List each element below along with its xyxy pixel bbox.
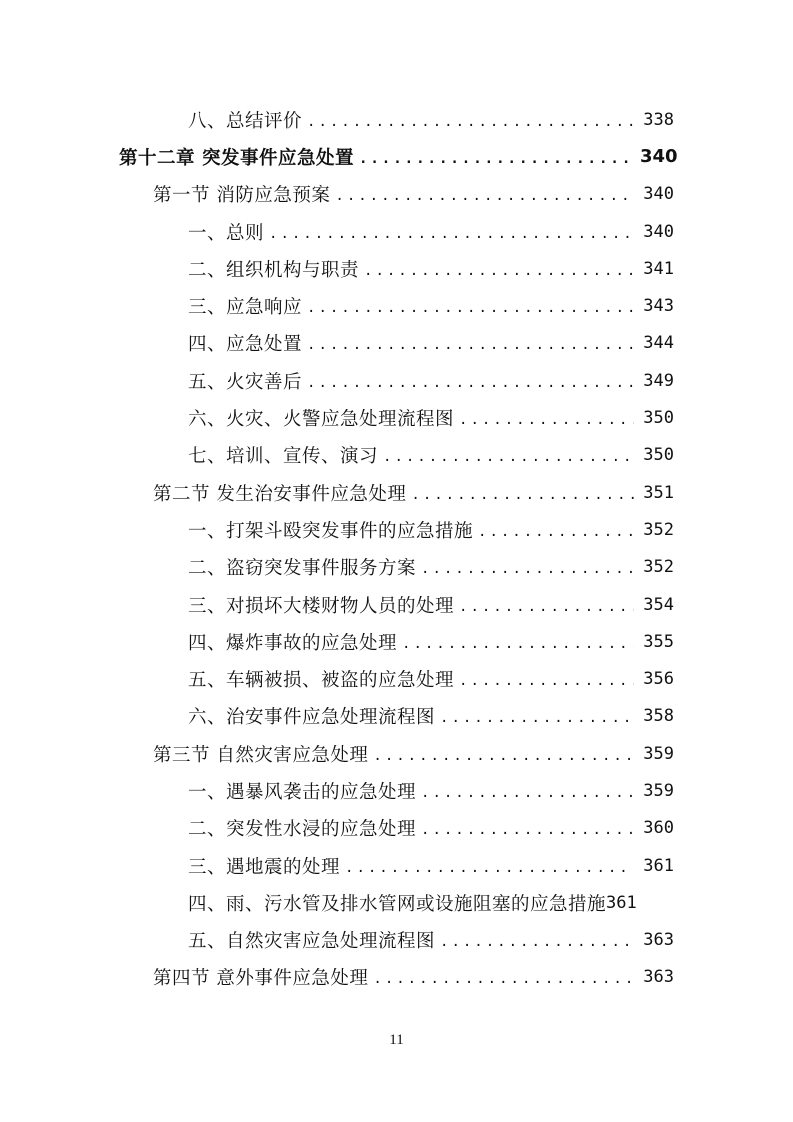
- toc-dot-leader: [307, 300, 634, 316]
- toc-entry-title: 第十二章 突发事件应急处置: [119, 147, 354, 169]
- toc-dot-leader: [307, 114, 634, 130]
- toc-entry-title: 五、自然灾害应急处理流程图: [188, 931, 436, 953]
- toc-entry-page: 344: [643, 333, 674, 354]
- toc-entry-page: 361: [643, 855, 674, 876]
- toc-dot-leader: [478, 524, 634, 540]
- toc-entry: [0, 511, 793, 548]
- toc-dot-leader: [421, 561, 634, 577]
- toc-entry-page: 356: [643, 669, 674, 690]
- toc-entry: [0, 101, 793, 138]
- toc-entry: [0, 735, 793, 772]
- toc-entry-page: 343: [643, 296, 674, 317]
- toc-entry-page: 361: [606, 892, 637, 913]
- toc-entry: [0, 437, 793, 474]
- toc-entry: [0, 362, 793, 399]
- toc-dot-leader: [307, 337, 634, 353]
- toc-entry-page: 340: [640, 146, 678, 168]
- toc-entry: [0, 325, 793, 362]
- toc-entry-title: 三、应急响应: [188, 297, 303, 319]
- toc-entry-page: 340: [643, 221, 674, 242]
- toc-dot-leader: [383, 449, 634, 465]
- toc-entry-page: 352: [643, 557, 674, 578]
- toc-entry-page: 363: [643, 930, 674, 951]
- toc-dot-leader: [402, 636, 634, 652]
- toc-dot-leader: [364, 263, 634, 279]
- toc-entry-title: 一、总则: [188, 222, 265, 244]
- toc-entry-page: 359: [643, 743, 674, 764]
- toc-entry-title: 一、打架斗殴突发事件的应急措施: [188, 520, 474, 542]
- toc-dot-leader: [373, 748, 634, 764]
- toc-entry-title: 五、车辆被损、被盗的应急处理: [188, 670, 455, 692]
- toc-entry-title: 三、遇地震的处理: [188, 856, 341, 878]
- toc-entry-page: 341: [643, 258, 674, 279]
- toc-dot-leader: [269, 226, 634, 242]
- toc-entry: [0, 250, 793, 287]
- page-number: 11: [389, 1032, 404, 1048]
- toc-entry-page: 352: [643, 519, 674, 540]
- toc-entry-page: 350: [643, 445, 674, 466]
- toc-entry: [0, 810, 793, 847]
- toc-entry: [0, 287, 793, 324]
- toc-dot-leader: [421, 785, 634, 801]
- toc-dot-leader: [459, 412, 634, 428]
- toc-entry-title: 第二节 发生治安事件应急处理: [153, 483, 407, 505]
- toc-entry-page: 349: [643, 370, 674, 391]
- toc-entry-title: 四、应急处置: [188, 334, 303, 356]
- toc-entry: [0, 213, 793, 250]
- toc-entry-title: 五、火灾善后: [188, 371, 303, 393]
- toc-dot-leader: [440, 934, 634, 950]
- toc-dot-leader: [373, 971, 634, 987]
- toc-entry: [0, 772, 793, 809]
- toc-entry: [0, 922, 793, 959]
- toc-entry-page: 355: [643, 631, 674, 652]
- toc-entry: [0, 959, 793, 996]
- toc-entry-page: 340: [643, 184, 674, 205]
- toc-dot-leader: [459, 673, 634, 689]
- toc-entry: [0, 660, 793, 697]
- toc-entry-title: 第三节 自然灾害应急处理: [153, 744, 369, 766]
- table-of-contents: [0, 101, 793, 996]
- toc-entry-title: 三、对损坏大楼财物人员的处理: [188, 595, 455, 617]
- toc-entry-page: 351: [643, 482, 674, 503]
- toc-entry-page: 350: [643, 408, 674, 429]
- toc-dot-leader: [421, 822, 634, 838]
- toc-entry: [0, 474, 793, 511]
- toc-entry: [0, 847, 793, 884]
- toc-entry: [0, 884, 793, 921]
- toc-entry-page: 363: [643, 967, 674, 988]
- toc-dot-leader: [411, 487, 634, 503]
- toc-entry-title: 一、遇暴风袭击的应急处理: [188, 781, 417, 803]
- toc-entry: [0, 138, 793, 175]
- toc-entry-page: 359: [643, 780, 674, 801]
- toc-entry-title: 八、总结评价: [188, 110, 303, 132]
- toc-entry-title: 六、火灾、火警应急处理流程图: [188, 409, 455, 431]
- toc-dot-leader: [307, 375, 634, 391]
- toc-dot-leader: [359, 151, 634, 167]
- toc-entry-title: 二、突发性水浸的应急处理: [188, 819, 417, 841]
- toc-entry-title: 七、培训、宣传、演习: [188, 446, 379, 468]
- toc-entry-title: 四、爆炸事故的应急处理: [188, 632, 398, 654]
- toc-entry-page: 354: [643, 594, 674, 615]
- toc-entry: [0, 698, 793, 735]
- toc-entry-title: 二、组织机构与职责: [188, 259, 360, 281]
- toc-dot-leader: [459, 599, 634, 615]
- toc-entry-page: 358: [643, 706, 674, 727]
- toc-entry-title: 四、雨、污水管及排水管网或设施阻塞的应急措施: [188, 893, 607, 915]
- toc-dot-leader: [440, 710, 634, 726]
- toc-entry: [0, 399, 793, 436]
- toc-dot-leader: [335, 188, 634, 204]
- toc-entry: [0, 586, 793, 623]
- toc-entry: [0, 623, 793, 660]
- toc-entry-title: 六、治安事件应急处理流程图: [188, 707, 436, 729]
- toc-entry-page: 360: [643, 818, 674, 839]
- toc-entry: [0, 549, 793, 586]
- toc-entry-page: 338: [643, 109, 674, 130]
- toc-entry: [0, 176, 793, 213]
- toc-entry-title: 二、盗窃突发事件服务方案: [188, 558, 417, 580]
- toc-entry-title: 第四节 意外事件应急处理: [153, 968, 369, 990]
- toc-dot-leader: [345, 860, 634, 876]
- toc-entry-title: 第一节 消防应急预案: [153, 185, 331, 207]
